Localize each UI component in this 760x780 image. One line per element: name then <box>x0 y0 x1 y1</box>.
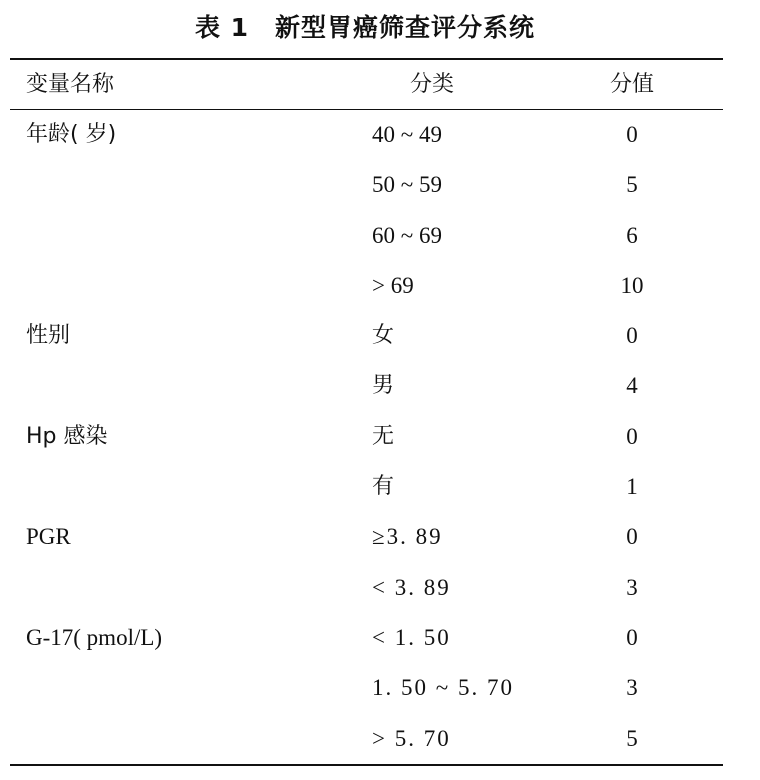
header-category: 分类 <box>409 72 454 97</box>
category-cell: < 3. 89 <box>372 574 451 600</box>
category-cell: > 5. 70 <box>372 725 451 751</box>
score-cell: 3 <box>626 574 638 600</box>
category-cell: 60 ~ 69 <box>372 222 442 248</box>
table-row <box>0 211 760 261</box>
category-cell: 无 <box>372 423 395 449</box>
table-row <box>0 613 760 663</box>
variable-name-cell: 年龄( 岁) <box>26 122 117 147</box>
table-body <box>0 110 760 764</box>
header-variable-name: 变量名称 <box>26 72 115 97</box>
variable-name-cell: 性别 <box>26 323 71 349</box>
category-cell: 男 <box>372 373 395 399</box>
table-row <box>0 160 760 210</box>
score-cell: 3 <box>626 675 638 701</box>
table-bottom-rule <box>10 764 723 766</box>
table-row <box>0 110 760 160</box>
table-row <box>0 261 760 311</box>
category-cell: 50 ~ 59 <box>372 172 442 198</box>
score-cell: 0 <box>626 323 638 349</box>
table-row <box>0 714 760 764</box>
table-row <box>0 361 760 411</box>
variable-name-cell: G-17( pmol/L) <box>26 624 163 650</box>
variable-name-cell: Hp 感染 <box>26 423 108 449</box>
table-row <box>0 563 760 613</box>
table-row <box>0 311 760 361</box>
score-cell: 0 <box>626 423 638 449</box>
table-title: 表 1 新型胃癌筛查评分系统 <box>194 13 536 42</box>
score-cell: 4 <box>626 373 638 399</box>
score-cell: 0 <box>626 122 638 147</box>
table-row <box>0 412 760 462</box>
table-header-row <box>0 60 760 109</box>
score-cell: 10 <box>620 272 644 298</box>
table-row <box>0 512 760 562</box>
header-score: 分值 <box>609 72 654 97</box>
category-cell: ≥3. 89 <box>372 524 443 550</box>
score-cell: 0 <box>626 524 638 550</box>
score-cell: 5 <box>626 725 638 751</box>
category-cell: > 69 <box>372 272 414 298</box>
category-cell: 40 ~ 49 <box>372 122 442 147</box>
category-cell: 有 <box>372 474 395 500</box>
category-cell: 女 <box>372 323 395 349</box>
score-cell: 1 <box>626 474 638 500</box>
category-cell: < 1. 50 <box>372 624 451 650</box>
table-row <box>0 462 760 512</box>
score-cell: 0 <box>626 624 638 650</box>
score-cell: 5 <box>626 172 638 198</box>
score-cell: 6 <box>626 222 638 248</box>
category-cell: 1. 50 ~ 5. 70 <box>372 675 514 701</box>
table-row <box>0 663 760 713</box>
variable-name-cell: PGR <box>26 524 71 550</box>
